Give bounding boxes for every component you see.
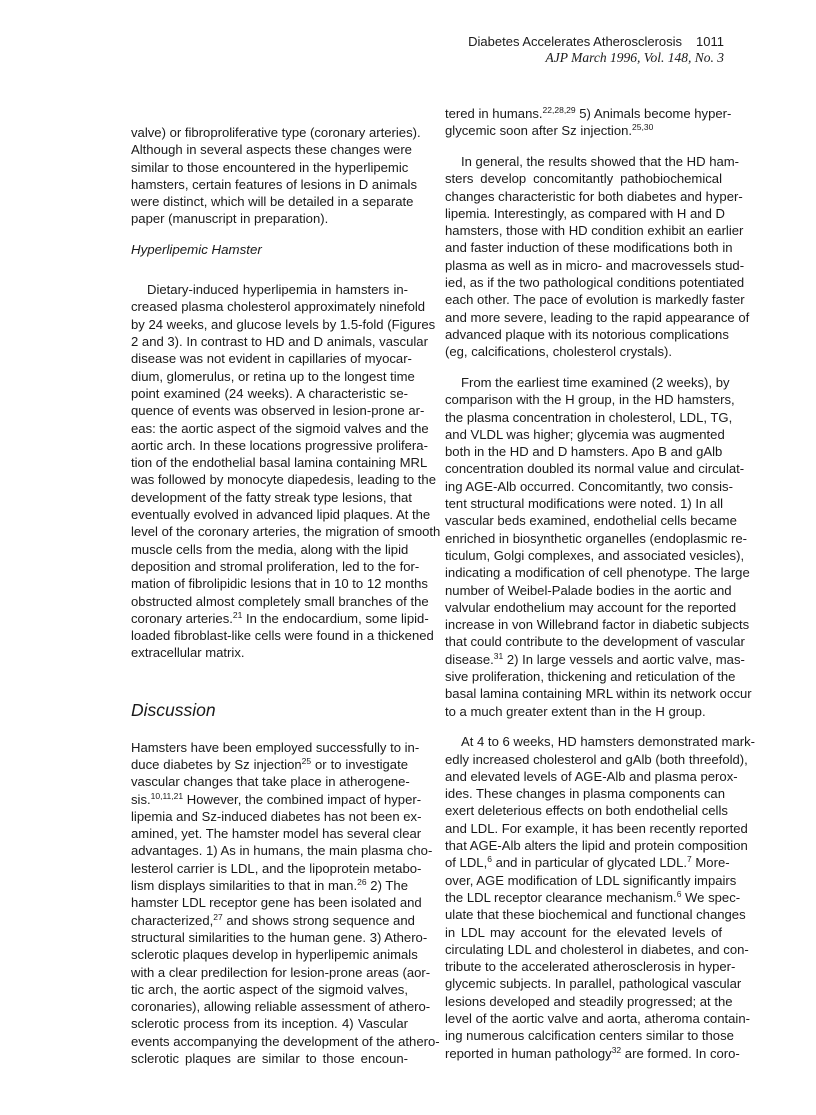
text-line: of LDL,$^6$ and in particular of glycated LDL.$^7$ More- [445,854,730,871]
text-line: hamster LDL receptor gene has been isolated and [131,895,422,911]
text-line: eventually evolved in advanced lipid plaques. At the [131,507,431,523]
text-line: was followed by monocyte diapedesis, leading to the [131,472,436,488]
text-line: events accompanying the development of the athero- [131,1033,440,1049]
text-line: Although in several aspects these changes were [131,142,412,158]
text-line: paper (manuscript in preparation). [131,211,329,227]
text-line: coronary arteries.$^{21}$ In the endocardium, some lipid- [131,609,429,626]
text-line: aortic arch. In these locations progressive prolifera- [131,437,428,453]
citation-superscript: 22,28,29 [542,105,576,115]
text-line: to a much greater extent than in the H group. [445,703,706,719]
text-line: ulate that these biochemical and functional changes [445,907,746,923]
text-line: tic arch, the aortic aspect of the sigmoid valves, [131,981,408,997]
text-line: tribute to the accelerated atherosclerosis in hyper- [445,959,736,975]
text-line: indicating a modification of cell phenotype. The large [445,565,750,581]
text-line: and LDL. For example, it has been recently reported [445,820,748,836]
text-line: lipemia and Sz-induced diabetes has not been ex- [131,808,422,824]
text-line: enriched in biosynthetic organelles (endoplasmic re- [445,530,748,546]
text-line: ing numerous calcification centers similar to those [445,1028,734,1044]
text-line: glycemic soon after Sz injection.$^{25,30}$ [445,122,654,139]
journal-citation: AJP March 1996, Vol. 148, No. 3 [545,50,724,65]
citation-superscript: 32 [611,1044,622,1055]
citation-superscript: 7 [687,854,692,865]
text-line: circulating LDL and cholesterol in diabetes, and con- [445,941,749,957]
text-line: deposition and stromal proliferation, led to the for- [131,558,420,574]
text-line: the plasma concentration in cholesterol, LDL, TG, [445,409,733,425]
text-line: level of the aortic valve and aorta, atheroma contain- [445,1011,750,1027]
text-line: eas: the aortic aspect of the sigmoid valves and the [131,420,429,436]
citation-superscript: 6 [676,888,682,899]
text-line: sive proliferation, thickening and reticulation of the [445,668,736,684]
text-line: advantages. 1) As in humans, the main plasma cho- [131,843,433,859]
text-line: and more severe, leading to the rapid appearance of [445,309,750,325]
text-line: lipemia. Interestingly, as compared with H and D [445,205,725,221]
citation-superscript: 21 [232,609,243,620]
text-line: At 4 to 6 weeks, HD hamsters demonstrated mark- [461,734,755,750]
text-line: the LDL receptor clearance mechanism.$^6$ We spec- [445,888,741,905]
text-line: over, AGE modification of LDL significantly impairs [445,872,737,888]
text-line: ides. These changes in plasma components can [445,786,725,802]
paragraph-earliest [445,374,752,720]
text-line: amined, yet. The hamster model has several clear [131,826,422,842]
text-line: Hamsters have been employed successfully to in- [131,739,420,755]
citation-superscript: 6 [487,854,492,865]
text-line: lesterol carrier is LDL, and the lipoprotein metabo- [131,860,422,876]
text-line: both in the HD and D hamsters. Apo B and gAlb [445,444,723,460]
text-line: hamsters, certain features of lesions in D animals [131,176,418,192]
text-line: in LDL may account for the elevated levels of [445,924,722,940]
page-number: 1011 [696,34,724,49]
text-line: development of the fatty streak type lesions, that [131,489,412,505]
text-line: sclerotic plaques are similar to those encoun- [131,1051,408,1067]
text-line: exert deleterious effects on both endothelial cells [445,803,728,819]
text-line: edly increased cholesterol and gAlb (both threefold), [445,751,748,767]
subheading-hyperlipemic-hamster: Hyperlipemic Hamster [131,242,262,258]
text-line: ticulum, Golgi complexes, and associated vesicles), [445,547,745,563]
text-line: point examined (24 weeks). A characteristic se- [131,385,408,401]
running-title: Diabetes Accelerates Atherosclerosis [468,34,683,49]
text-line: each other. The pace of evolution is markedly faster [445,292,745,308]
paragraph-discussion [131,739,440,1068]
text-line: (eg, calcifications, cholesterol crystals). [445,344,673,360]
text-line: sters develop concomitantly pathobiochemical [445,171,722,187]
citation-superscript: 10,11,21 [150,790,184,801]
text-line: hamsters, those with HD condition exhibit an earlier [445,223,744,239]
paragraph-4-to-6-weeks [445,733,755,1062]
text-line: that could contribute to the development of vascular [445,634,745,650]
text-line: sclerotic plaques develop in hyperlipemic animals [131,947,418,963]
text-line: glycemic subjects. In parallel, pathological vascular [445,976,742,992]
text-line: In general, the results showed that the HD ham- [461,153,740,169]
text-line: that AGE-Alb alters the lipid and protein composition [445,838,748,854]
text-line: mation of fibrolipidic lesions that in 10 to 12 months [131,576,428,592]
text-line: by 24 weeks, and glucose levels by 1.5-fold (Figures [131,316,436,332]
text-line: 2 and 3). In contrast to HD and D animals, vascular [131,334,428,350]
text-line: vascular changes that take place in atherogene- [131,774,410,790]
text-line: similar to those encountered in the hyperlipemic [131,159,409,175]
text-line: and faster induction of these modifications both in [445,240,733,256]
text-line: dium, glomerulus, or retina up to the longest time [131,368,415,384]
text-line: valvular endothelium may account for the reported [445,599,737,615]
text-line: extracellular matrix. [131,645,245,661]
text-line: obstructed almost completely small branches of the [131,593,429,609]
paragraph-continuation [445,105,732,140]
text-line: sis.$^{10,11,21}$ However, the combined impact of hyper- [131,790,422,807]
text-line: level of the coronary arteries, the migration of smooth [131,524,441,540]
text-line: ied, as if the two pathological conditions potentiated [445,275,745,291]
text-line: tered in humans.$^{22,28,29}$ 5) Animals become hyper- [445,105,732,121]
text-line: ing AGE-Alb occurred. Concomitantly, two consis- [445,478,733,494]
text-line: reported in human pathology$^{32}$ are formed. In coro- [445,1044,740,1061]
text-line: changes characteristic for both diabetes and hyper- [445,188,743,204]
citation-superscript: 27 [213,911,223,922]
text-line: duce diabetes by Sz injection$^{25}$ or to investigate [131,756,408,772]
right-column [445,105,755,1062]
text-line: tent structural modifications were noted. 1) In all [445,496,724,512]
text-line: disease was not evident in capillaries of myocar- [131,351,412,367]
section-heading-discussion: Discussion [131,699,216,720]
text-line: sclerotic process from its inception. 4) Vascular [131,1016,408,1032]
text-line: quence of events was observed in lesion-prone ar- [131,403,425,419]
text-line: coronaries), allowing reliable assessment of athero- [131,999,431,1015]
text-line: muscle cells from the media, along with the lipid [131,541,409,557]
text-line: increase in von Willebrand factor in diabetic subjects [445,617,750,633]
citation-superscript: 25 [301,756,312,766]
citation-superscript: 31 [493,650,504,661]
left-column [131,124,441,1067]
text-line: advanced plaque with its notorious complications [445,326,729,342]
citation-superscript: 25,30 [632,122,654,133]
text-line: plasma as well as in micro- and macrovessels stud- [445,257,745,273]
citation-superscript: 26 [357,877,367,888]
text-line: vascular beds examined, endothelial cells became [445,513,737,529]
text-line: number of Weibel-Palade bodies in the aortic and [445,582,732,598]
text-line: lesions developed and steadily progressed; at the [445,993,733,1009]
text-line: tion of the endothelial basal lamina containing MRL [131,455,428,471]
paragraph-general [445,153,750,361]
text-line: basal lamina containing MRL within its network occur [445,686,752,702]
paragraph-hyperlipemic [131,281,441,662]
running-header [468,34,724,66]
text-line: characterized,$^{27}$ and shows strong sequence and [131,911,415,928]
text-line: loaded fibroblast-like cells were found in a thickened [131,628,434,644]
text-line: valve) or fibroproliferative type (coronary arteries). [131,125,421,140]
text-line: lism displays similarities to that in man.$^{26}$ 2) The [131,877,408,894]
text-line: with a clear predilection for lesion-prone areas (aor- [131,964,431,980]
text-line: disease.$^{31}$ 2) In large vessels and aortic valve, mas- [445,650,745,667]
text-line: were distinct, which will be detailed in a separate [131,194,414,210]
text-line: and elevated levels of AGE-Alb and plasma perox- [445,768,738,784]
text-line: Dietary-induced hyperlipemia in hamsters in- [147,282,408,298]
paragraph-continuation [131,124,421,228]
text-line: concentration doubled its normal value and circulat- [445,461,745,477]
text-line: structural similarities to the human gene. 3) Athero- [131,929,428,945]
text-line: creased plasma cholesterol approximately ninefold [131,299,426,315]
text-line: and VLDL was higher; glycemia was augmented [445,426,725,442]
text-line: From the earliest time examined (2 weeks), by [461,374,730,390]
text-line: comparison with the H group, in the HD hamsters, [445,392,735,408]
